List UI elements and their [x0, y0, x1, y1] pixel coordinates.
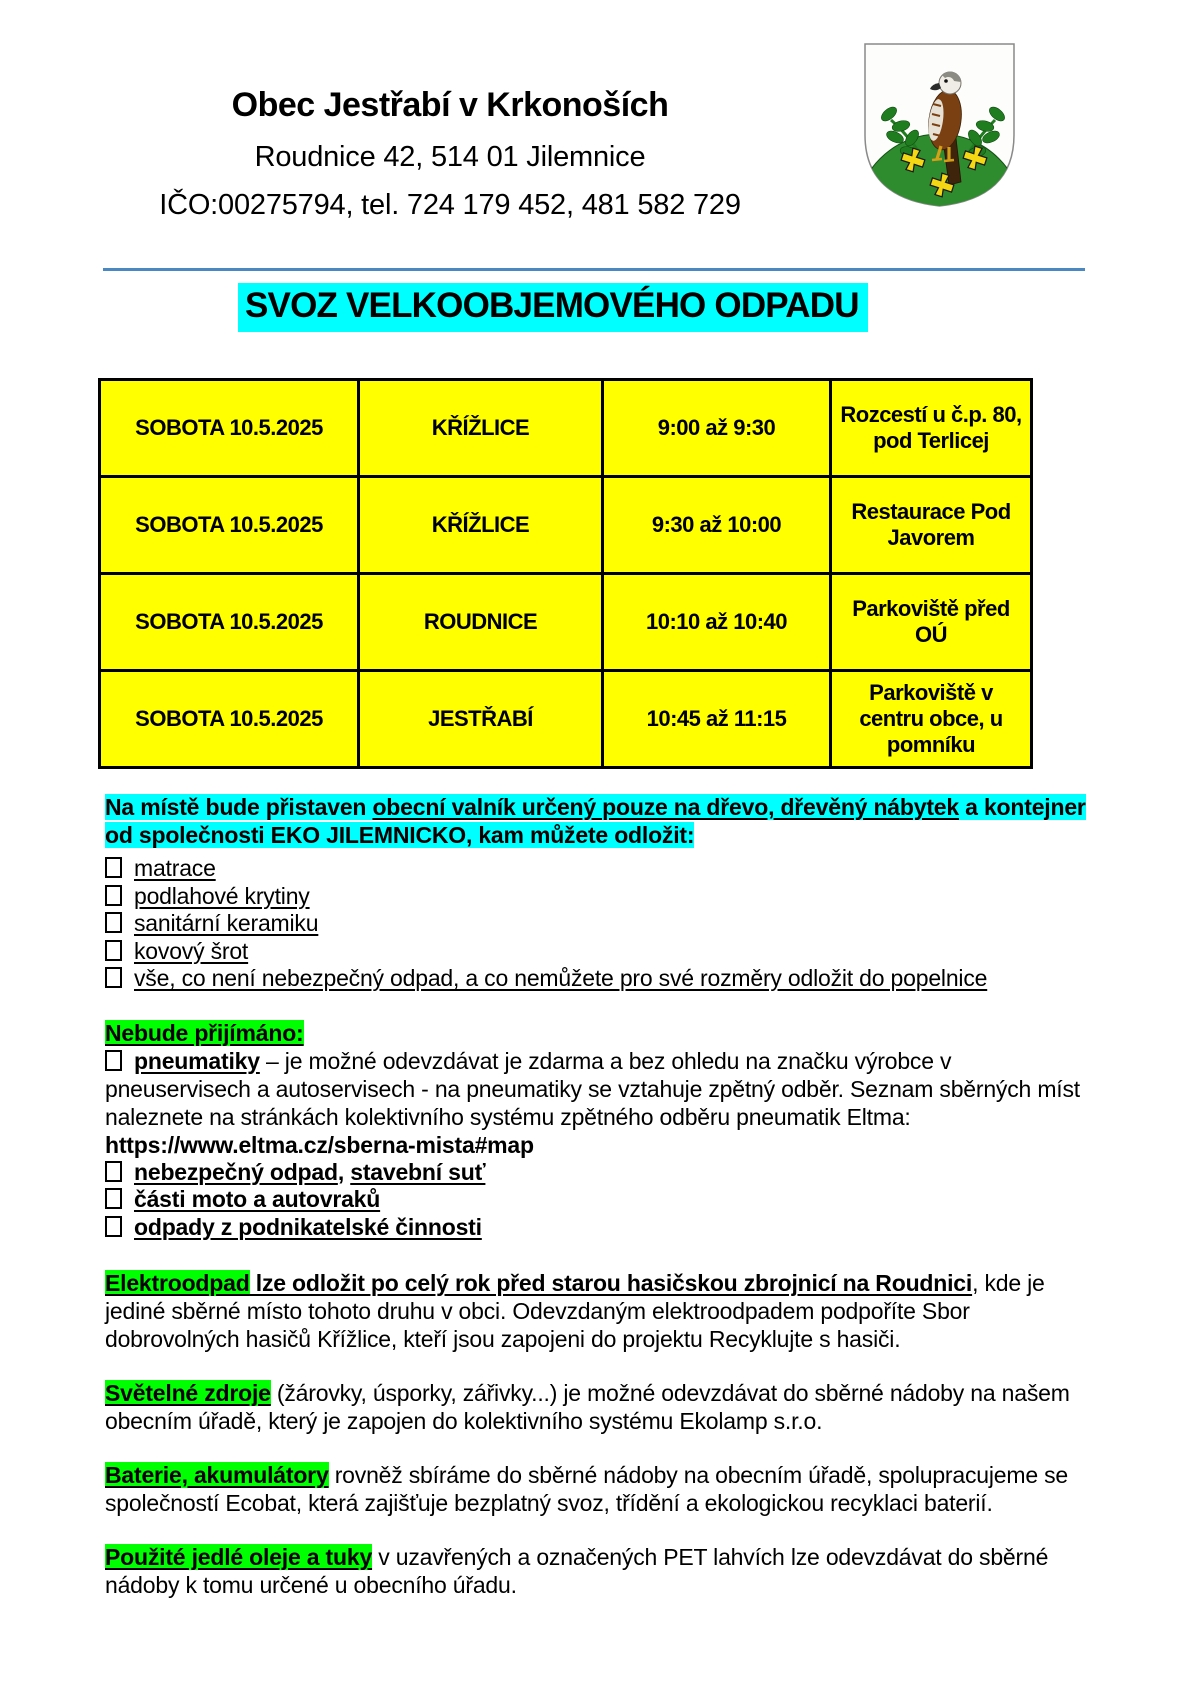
- list-item: matrace: [105, 855, 1090, 883]
- municipality-contact: IČO:00275794, tel. 724 179 452, 481 582 729: [159, 189, 741, 221]
- schedule-cell-time: 9:00 až 9:30: [603, 380, 831, 477]
- schedule-cell-village: JESTŘABÍ: [359, 671, 603, 768]
- list-item: nebezpečný odpad, stavební suť: [105, 1159, 1090, 1187]
- municipality-address: Roudnice 42, 514 01 Jilemnice: [254, 141, 646, 173]
- electro-paragraph: Elektroodpad lze odložit po celý rok před starou hasičskou zbrojnicí na Roudnici, kde je jediné sběrné místo tohoto druhu v obci. Odevzdaným elektroodpadem podpoříte Sbor dobrovolných hasičů Křížlice, kteří jsou zapojeni do projektu Recyklujte s hasiči.: [105, 1270, 1045, 1352]
- schedule-cell-place: Rozcestí u č.p. 80, pod Terlicej: [831, 380, 1032, 477]
- accepted-intro: Na místě bude přistaven obecní valník určený pouze na dřevo, dřevěný nábytek a kontejner od společnosti EKO JILEMNICKO, kam můžete odložit:: [105, 794, 1086, 848]
- schedule-cell-village: ROUDNICE: [359, 574, 603, 671]
- schedule-cell-place: Parkoviště před OÚ: [831, 574, 1032, 671]
- list-item: odpady z podnikatelské činnosti: [105, 1214, 1090, 1242]
- schedule-cell-time: 10:45 až 11:15: [603, 671, 831, 768]
- table-row: [100, 671, 1032, 768]
- not-accepted-tyres: pneumatiky – je možné odevzdávat je zdarma a bez ohledu na značku výrobce v pneuservisech a autoservisech - na pneumatiky se vztahuje zpětný odběr. Seznam sběrných míst naleznete na stránkách kolektivního systému zpětného odběru pneumatik Eltma:: [105, 1047, 1080, 1130]
- oils-paragraph: Použité jedlé oleje a tuky v uzavřených a označených PET lahvích lze odevzdávat do sběrné nádoby k tomu určené u obecního úřadu.: [105, 1544, 1049, 1598]
- schedule-cell-date: SOBOTA 10.5.2025: [100, 671, 359, 768]
- schedule-cell-village: KŘÍŽLICE: [359, 477, 603, 574]
- checkbox-icon: [105, 885, 122, 906]
- checkbox-icon: [105, 912, 122, 933]
- schedule-cell-date: SOBOTA 10.5.2025: [100, 477, 359, 574]
- schedule-cell-village: KŘÍŽLICE: [359, 380, 603, 477]
- schedule-cell-time: 10:10 až 10:40: [603, 574, 831, 671]
- batteries-paragraph: Baterie, akumulátory rovněž sbíráme do sběrné nádoby na obecním úřadě, spolupracujeme se společností Ecobat, která zajišťuje bezplatný svoz, třídění a ekologickou recyklaci baterií.: [105, 1462, 1068, 1516]
- lights-paragraph: Světelné zdroje (žárovky, úsporky, zářivky...) je možné odevzdávat do sběrné nádoby na našem obecním úřadě, který je zapojen do kolektivního systému Ekolamp s.r.o.: [105, 1380, 1070, 1434]
- checkbox-icon: [105, 1216, 122, 1237]
- accepted-list: [105, 855, 1090, 993]
- not-accepted-heading: Nebude přijímáno:: [105, 1019, 304, 1046]
- header-divider-line: [103, 268, 1085, 271]
- checkbox-icon: [105, 1050, 122, 1071]
- schedule-cell-date: SOBOTA 10.5.2025: [100, 574, 359, 671]
- table-row: [100, 380, 1032, 477]
- coat-of-arms-icon: [857, 40, 1022, 210]
- header: [0, 0, 1191, 222]
- checkbox-icon: [105, 940, 122, 961]
- municipality-name: Obec Jestřabí v Krkonoších: [231, 86, 669, 124]
- checkbox-icon: [105, 857, 122, 878]
- list-item: kovový šrot: [105, 938, 1090, 966]
- list-item: vše, co není nebezpečný odpad, a co nemůžete pro své rozměry odložit do popelnice: [105, 965, 1090, 993]
- schedule-cell-place: Parkoviště v centru obce, u pomníku: [831, 671, 1032, 768]
- eltma-url: https://www.eltma.cz/sberna-mista#map: [105, 1131, 534, 1158]
- checkbox-icon: [105, 967, 122, 988]
- header-text-block: [105, 40, 795, 222]
- schedule-cell-time: 9:30 až 10:00: [603, 477, 831, 574]
- table-row: [100, 574, 1032, 671]
- table-row: [100, 477, 1032, 574]
- list-item: části moto a autovraků: [105, 1186, 1090, 1214]
- body-content: [105, 793, 1090, 1599]
- page-title: SVOZ VELKOOBJEMOVÉHO ODPADU: [238, 283, 868, 332]
- list-item: sanitární keramiku: [105, 910, 1090, 938]
- checkbox-icon: [105, 1161, 122, 1182]
- list-item: podlahové krytiny: [105, 883, 1090, 911]
- schedule-cell-place: Restaurace Pod Javorem: [831, 477, 1032, 574]
- checkbox-icon: [105, 1188, 122, 1209]
- schedule-cell-date: SOBOTA 10.5.2025: [100, 380, 359, 477]
- schedule-table: [98, 378, 1033, 769]
